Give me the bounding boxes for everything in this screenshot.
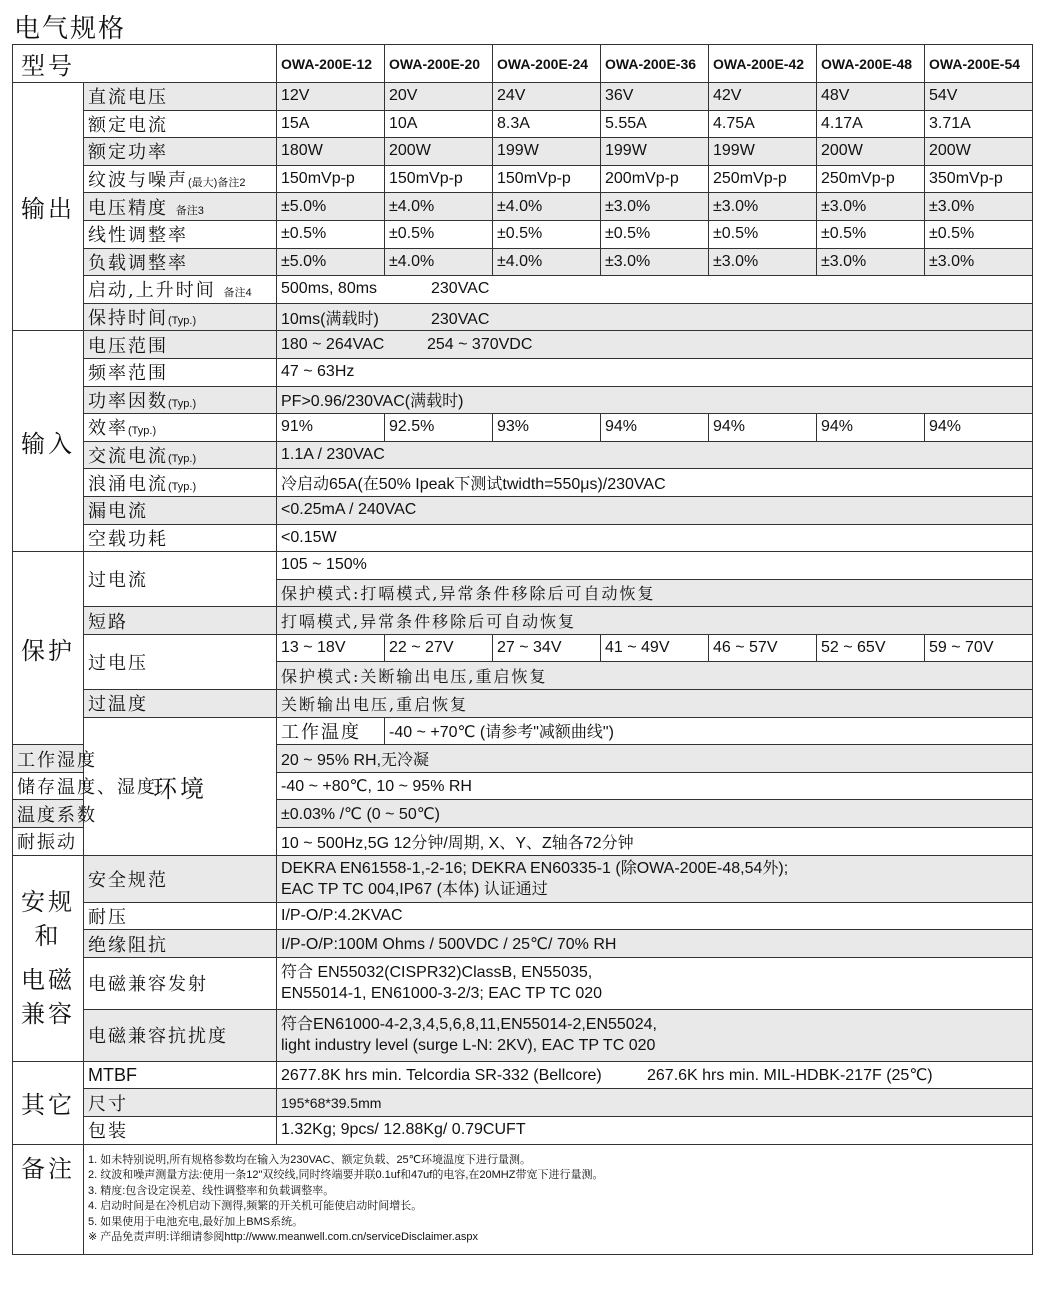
cell-isolation-resistance: I/P-O/P:100M Ohms / 500VDC / 25℃/ 70% RH: [277, 930, 1033, 958]
page-title: 电气规格: [14, 14, 127, 44]
cell-tolerance: ±5.0%: [277, 193, 385, 221]
label-mtbf: MTBF: [84, 1061, 277, 1089]
cell-load-reg: ±5.0%: [277, 248, 385, 276]
cell-line-reg: ±0.5%: [385, 220, 493, 248]
cell-over-voltage: 27 ~ 34V: [493, 634, 601, 662]
cell-tolerance: ±4.0%: [493, 193, 601, 221]
cell-tolerance: ±3.0%: [601, 193, 709, 221]
cell-hold-time: 10ms(满载时) 230VAC: [277, 303, 1033, 331]
cell-ripple: 150mVp-p: [385, 165, 493, 193]
cell-safety-standards: DEKRA EN61558-1,-2-16; DEKRA EN60335-1 (除OWA-200E-48,54外); EAC TP TC 004,IP67 (本体) 认证通过: [277, 855, 1033, 902]
cell-ripple: 350mVp-p: [925, 165, 1033, 193]
note-item: 4. 启动时间是在冷机启动下测得,频繁的开关机可能使启动时间增长。: [88, 1200, 423, 1213]
category-others: 其它: [13, 1061, 84, 1144]
cell-emc-immunity: 符合EN61000-4-2,3,4,5,6,8,11,EN55014-2,EN55024, light industry level (surge L-N: 2KV), EAC TP TC 020: [277, 1009, 1033, 1061]
label-leakage-current: 漏电流: [84, 496, 277, 524]
label-over-temperature: 过温度: [84, 690, 277, 718]
cell-withstand-voltage: I/P-O/P:4.2KVAC: [277, 902, 1033, 930]
label-vibration: 耐振动: [13, 828, 84, 856]
cell-overload-mode: 保护模式:打嗝模式,异常条件移除后可自动恢复: [277, 579, 1033, 607]
label-dc-voltage: 直流电压: [84, 83, 277, 111]
label-ac-current: 交流电流(Typ.): [84, 441, 277, 469]
cell-power: 200W: [817, 138, 925, 166]
cell-efficiency: 91%: [277, 414, 385, 442]
category-safety-emc: 安规 和 电磁 兼容: [13, 855, 84, 1061]
cell-no-load: <0.15W: [277, 524, 1033, 552]
cell-vibration: 10 ~ 500Hz,5G 12分钟/周期, X、Y、Z轴各72分钟: [277, 828, 1033, 856]
cell-working-temp: -40 ~ +70℃ (请参考"减额曲线"): [385, 717, 1033, 745]
cell-line-reg: ±0.5%: [601, 220, 709, 248]
label-line-regulation: 线性调整率: [84, 220, 277, 248]
category-notes: 备注: [13, 1144, 84, 1254]
cell-power: 199W: [601, 138, 709, 166]
cell-voltage-range: 180 ~ 264VAC 254 ~ 370VDC: [277, 331, 1033, 359]
cell-mtbf: 2677.8K hrs min. Telcordia SR-332 (Bellcore) 267.6K hrs min. MIL-HDBK-217F (25℃): [277, 1061, 1033, 1089]
note-disclaimer-link[interactable]: ※ 产品免责声明:详细请参阅http://www.meanwell.com.cn/serviceDisclaimer.aspx: [88, 1230, 479, 1243]
label-storage: 储存温度、湿度: [13, 772, 84, 800]
label-voltage-tolerance: 电压精度 备注3: [84, 193, 277, 221]
cell-efficiency: 94%: [925, 414, 1033, 442]
label-efficiency: 效率(Typ.): [84, 414, 277, 442]
cell-tolerance: ±3.0%: [817, 193, 925, 221]
cell-power: 199W: [709, 138, 817, 166]
model-label: 型号: [13, 45, 277, 83]
label-short-circuit: 短路: [84, 607, 277, 635]
note-item: 3. 精度:包含设定误差、线性调整率和负载调整率。: [88, 1184, 335, 1197]
cell-ripple: 150mVp-p: [277, 165, 385, 193]
label-rated-current: 额定电流: [84, 110, 277, 138]
model-name: OWA-200E-20: [385, 45, 493, 83]
cell-working-humidity: 20 ~ 95% RH,无冷凝: [277, 745, 1033, 773]
cell-voltage: 36V: [601, 83, 709, 111]
cell-voltage: 48V: [817, 83, 925, 111]
label-rated-power: 额定功率: [84, 138, 277, 166]
cell-current: 4.17A: [817, 110, 925, 138]
note-item: 2. 纹波和噪声测量方法:使用一条12"双绞线,同时终端要并联0.1uf和47uf的电容,在20MHZ带宽下进行量测。: [88, 1169, 604, 1182]
cell-load-reg: ±4.0%: [493, 248, 601, 276]
cell-efficiency: 94%: [817, 414, 925, 442]
cell-load-reg: ±3.0%: [925, 248, 1033, 276]
cell-ripple: 200mVp-p: [601, 165, 709, 193]
category-environment: 环境: [84, 717, 277, 855]
cell-load-reg: ±3.0%: [601, 248, 709, 276]
label-inrush-current: 浪涌电流(Typ.): [84, 469, 277, 497]
cell-line-reg: ±0.5%: [817, 220, 925, 248]
label-isolation-resistance: 绝缘阻抗: [84, 930, 277, 958]
cell-power: 180W: [277, 138, 385, 166]
note-item: 1. 如未特别说明,所有规格参数均在输入为230VAC、额定负载、25℃环境温度下进行量测。: [88, 1153, 532, 1166]
label-temp-coefficient: 温度系数: [13, 800, 84, 828]
cell-overload: 105 ~ 150%: [277, 552, 1033, 580]
cell-load-reg: ±4.0%: [385, 248, 493, 276]
label-packing: 包装: [84, 1117, 277, 1145]
model-name: OWA-200E-54: [925, 45, 1033, 83]
model-name: OWA-200E-12: [277, 45, 385, 83]
cell-efficiency: 92.5%: [385, 414, 493, 442]
label-load-regulation: 负载调整率: [84, 248, 277, 276]
cell-storage: -40 ~ +80℃, 10 ~ 95% RH: [277, 772, 1033, 800]
model-name: OWA-200E-48: [817, 45, 925, 83]
cell-tolerance: ±3.0%: [709, 193, 817, 221]
cell-current: 4.75A: [709, 110, 817, 138]
cell-load-reg: ±3.0%: [817, 248, 925, 276]
label-withstand-voltage: 耐压: [84, 902, 277, 930]
cell-voltage: 12V: [277, 83, 385, 111]
cell-dimension: 195*68*39.5mm: [277, 1089, 1033, 1117]
label-overload: 过电流: [84, 552, 277, 607]
cell-leakage: <0.25mA / 240VAC: [277, 496, 1033, 524]
cell-voltage: 24V: [493, 83, 601, 111]
category-output: 输出: [13, 83, 84, 331]
model-name: OWA-200E-36: [601, 45, 709, 83]
model-name: OWA-200E-24: [493, 45, 601, 83]
category-input: 输入: [13, 331, 84, 552]
label-voltage-range: 电压范围: [84, 331, 277, 359]
cell-power: 199W: [493, 138, 601, 166]
cell-over-voltage: 22 ~ 27V: [385, 634, 493, 662]
note-item: 5. 如果使用于电池充电,最好加上BMS系统。: [88, 1215, 304, 1228]
cell-ripple: 250mVp-p: [817, 165, 925, 193]
cell-tolerance: ±4.0%: [385, 193, 493, 221]
category-protection: 保护: [13, 552, 84, 745]
label-safety-standards: 安全规范: [84, 855, 277, 902]
cell-over-voltage: 46 ~ 57V: [709, 634, 817, 662]
label-frequency-range: 频率范围: [84, 358, 277, 386]
cell-line-reg: ±0.5%: [493, 220, 601, 248]
cell-inrush: 冷启动65A(在50% Ipeak下测试twidth=550μs)/230VAC: [277, 469, 1033, 497]
cell-over-voltage: 59 ~ 70V: [925, 634, 1033, 662]
cell-power: 200W: [925, 138, 1033, 166]
label-setup-rise-time: 启动,上升时间 备注4: [84, 276, 277, 304]
cell-setup-time: 500ms, 80ms 230VAC: [277, 276, 1033, 304]
cell-over-voltage: 13 ~ 18V: [277, 634, 385, 662]
cell-voltage: 54V: [925, 83, 1033, 111]
cell-efficiency: 94%: [709, 414, 817, 442]
cell-ripple: 250mVp-p: [709, 165, 817, 193]
cell-current: 8.3A: [493, 110, 601, 138]
cell-ac-current: 1.1A / 230VAC: [277, 441, 1033, 469]
cell-current: 10A: [385, 110, 493, 138]
spec-table: [12, 44, 1033, 1255]
label-working-humidity: 工作湿度: [13, 745, 84, 773]
cell-efficiency: 93%: [493, 414, 601, 442]
cell-current: 3.71A: [925, 110, 1033, 138]
label-ripple-noise: 纹波与噪声(最大)备注2: [84, 165, 277, 193]
cell-line-reg: ±0.5%: [925, 220, 1033, 248]
label-emc-immunity: 电磁兼容抗扰度: [84, 1009, 277, 1061]
label-no-load-power: 空载功耗: [84, 524, 277, 552]
cell-packing: 1.32Kg; 9pcs/ 12.88Kg/ 0.79CUFT: [277, 1117, 1033, 1145]
cell-over-voltage: 52 ~ 65V: [817, 634, 925, 662]
label-hold-up-time: 保持时间(Typ.): [84, 303, 277, 331]
cell-voltage: 20V: [385, 83, 493, 111]
cell-current: 5.55A: [601, 110, 709, 138]
label-working-temp: 工作温度: [277, 717, 385, 745]
cell-efficiency: 94%: [601, 414, 709, 442]
label-dimension: 尺寸: [84, 1089, 277, 1117]
cell-emc-emission: 符合 EN55032(CISPR32)ClassB, EN55035, EN55014-1, EN61000-3-2/3; EAC TP TC 020: [277, 957, 1033, 1009]
cell-current: 15A: [277, 110, 385, 138]
cell-load-reg: ±3.0%: [709, 248, 817, 276]
cell-short-circuit: 打嗝模式,异常条件移除后可自动恢复: [277, 607, 1033, 635]
notes-list: [84, 1144, 1033, 1254]
cell-temp-coefficient: ±0.03% /℃ (0 ~ 50℃): [277, 800, 1033, 828]
label-emc-emission: 电磁兼容发射: [84, 957, 277, 1009]
cell-over-temperature: 关断输出电压,重启恢复: [277, 690, 1033, 718]
cell-ripple: 150mVp-p: [493, 165, 601, 193]
cell-line-reg: ±0.5%: [709, 220, 817, 248]
model-name: OWA-200E-42: [709, 45, 817, 83]
cell-frequency: 47 ~ 63Hz: [277, 358, 1033, 386]
cell-line-reg: ±0.5%: [277, 220, 385, 248]
cell-voltage: 42V: [709, 83, 817, 111]
cell-tolerance: ±3.0%: [925, 193, 1033, 221]
label-power-factor: 功率因数(Typ.): [84, 386, 277, 414]
label-over-voltage: 过电压: [84, 634, 277, 689]
cell-over-voltage-mode: 保护模式:关断输出电压,重启恢复: [277, 662, 1033, 690]
cell-power-factor: PF>0.96/230VAC(满载时): [277, 386, 1033, 414]
cell-over-voltage: 41 ~ 49V: [601, 634, 709, 662]
cell-power: 200W: [385, 138, 493, 166]
